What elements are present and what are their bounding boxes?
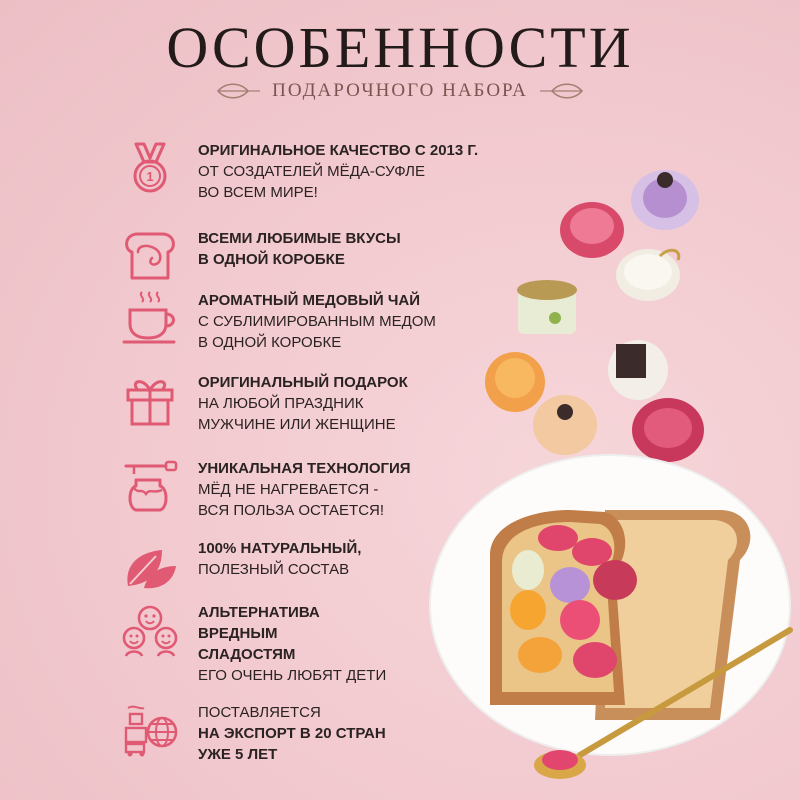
toast-icon: [122, 228, 178, 284]
feature-text: [198, 290, 528, 353]
jar-cream-icon: [616, 249, 680, 301]
jar-purple-icon: [631, 170, 699, 230]
leaf-ornament-left-icon: [214, 80, 262, 102]
feature-text: [198, 228, 528, 270]
feature-text: [198, 458, 528, 521]
subtitle-row: [0, 76, 800, 106]
feature-line: МЁД НЕ НАГРЕВАЕТСЯ -: [198, 481, 379, 498]
feature-line: С СУБЛИМИРОВАННЫМ МЕДОМ: [198, 313, 436, 330]
feature-line: АРОМАТНЫЙ МЕДОВЫЙ ЧАЙ: [198, 292, 420, 309]
feature-text: [198, 538, 528, 580]
feature-line: ОРИГИНАЛЬНОЕ КАЧЕСТВО С 2013 Г.: [198, 142, 479, 159]
feature-line: ЕГО ОЧЕНЬ ЛЮБЯТ ДЕТИ: [198, 667, 387, 684]
feature-line: МУЖЧИНЕ ИЛИ ЖЕНЩИНЕ: [198, 416, 396, 433]
feature-line: 100% НАТУРАЛЬНЫЙ,: [198, 540, 362, 557]
feature-line: ВО ВСЕМ МИРЕ!: [198, 184, 318, 201]
honey-jar-icon: [122, 458, 178, 514]
leaf-ornament-right-icon: [538, 80, 586, 102]
feature-text: [198, 372, 528, 435]
feature-line: НА ЭКСПОРТ В 20 СТРАН: [198, 725, 386, 742]
feature-line: УНИКАЛЬНАЯ ТЕХНОЛОГИЯ: [198, 460, 411, 477]
feature-line: ВСЯ ПОЛЬЗА ОСТАЕТСЯ!: [198, 502, 385, 519]
gift-icon: [122, 372, 178, 428]
feature-line: ОТ СОЗДАТЕЛЕЙ МЁДА-СУФЛЕ: [198, 163, 425, 180]
feature-line: ОРИГИНАЛЬНЫЙ ПОДАРОК: [198, 374, 408, 391]
jar-raspberry-icon: [632, 398, 704, 462]
kids-icon: [122, 602, 178, 658]
page-subtitle: ПОДАРОЧНОГО НАБОРА: [272, 80, 528, 101]
feature-line: УЖЕ 5 ЛЕТ: [198, 746, 278, 763]
page-title: ОСОБЕННОСТИ: [166, 15, 634, 80]
export-globe-icon: [122, 702, 178, 758]
jar-peach-icon: [533, 395, 597, 455]
feature-line: ВСЕМИ ЛЮБИМЫЕ ВКУСЫ: [198, 230, 401, 247]
medal-number: 1: [146, 169, 154, 184]
feature-line: СЛАДОСТЯМ: [198, 646, 296, 663]
feature-text: [198, 602, 528, 686]
jar-dark-label-icon: [608, 340, 668, 400]
leaves-icon: [122, 538, 178, 594]
feature-line: ПОЛЕЗНЫЙ СОСТАВ: [198, 561, 350, 578]
tea-cup-icon: [122, 290, 178, 346]
feature-line: ПОСТАВЛЯЕТСЯ: [198, 704, 321, 721]
jar-pink-icon: [560, 202, 624, 258]
feature-line: В ОДНОЙ КОРОБКЕ: [198, 334, 342, 351]
feature-line: НА ЛЮБОЙ ПРАЗДНИК: [198, 395, 364, 412]
feature-line: В ОДНОЙ КОРОБКЕ: [198, 251, 345, 268]
medal-icon: [122, 140, 178, 196]
feature-text: [198, 140, 528, 203]
feature-line: ВРЕДНЫМ: [198, 625, 278, 642]
feature-line: АЛЬТЕРНАТИВА: [198, 604, 320, 621]
feature-text: [198, 702, 528, 765]
